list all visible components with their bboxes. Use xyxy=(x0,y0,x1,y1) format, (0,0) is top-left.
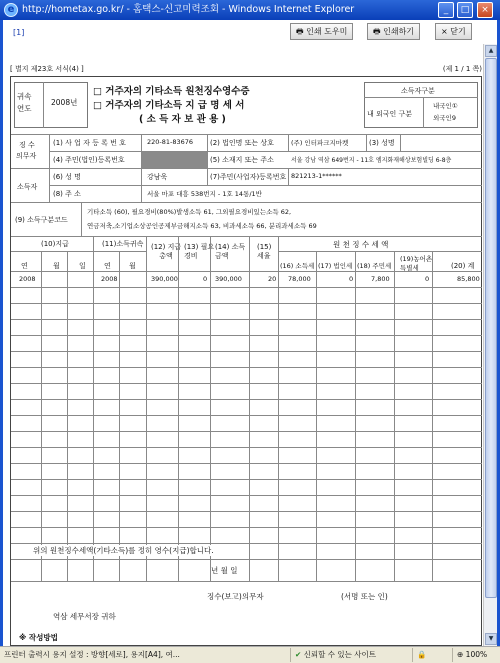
page-count: (제 1 / 1 쪽) xyxy=(442,65,482,73)
income-amount: 390,000 xyxy=(215,275,242,283)
close-window-button[interactable]: × xyxy=(477,2,493,18)
income-tax: 78,000 xyxy=(288,275,311,283)
resident-tax: 7,800 xyxy=(371,275,390,283)
printer-icon: 🖶 xyxy=(296,27,307,36)
zoom-level[interactable]: ⊕ 100% xyxy=(452,648,500,662)
earner-label: 소득자 xyxy=(17,183,38,191)
withholder-label-1: 징 수 xyxy=(19,141,35,149)
rep-name-label: (3) 성명 xyxy=(369,139,395,147)
header-pay-month: 월 xyxy=(53,262,60,270)
earner-address-value: 서울 마포 대흥 538번지 - 1호 14통/1반 xyxy=(147,190,262,198)
foreigner-value-2: 외국인9 xyxy=(433,114,456,122)
receipt-form xyxy=(10,76,482,646)
year-label-2: 연도 xyxy=(17,104,32,113)
printer-icon: 🖶 xyxy=(373,27,384,36)
print-button[interactable]: 🖶 인쇄하기 xyxy=(367,23,420,40)
header-resident-tax: (18) 주민세 xyxy=(357,262,392,270)
header-withholding-title: 원 천 징 수 세 액 xyxy=(333,240,389,249)
form-title-line3: ( 소 득 자 보 관 용 ) xyxy=(139,114,226,125)
year-label-1: 귀속 xyxy=(17,92,32,101)
footer-signature: (서명 또는 인) xyxy=(341,592,388,601)
pay-year: 2008 xyxy=(19,275,36,283)
address-value: 서울 강남 역삼 649번지 - 11호 엠지화재해상보험빌딩 6-8층 xyxy=(291,157,452,164)
protected-mode xyxy=(412,648,452,662)
scroll-down-arrow-icon[interactable]: ▼ xyxy=(485,633,497,645)
expenses: 0 xyxy=(203,275,208,283)
withholder-label-2: 의무자 xyxy=(16,152,37,160)
form-title-line2: □ 거주자의 기타소득 지 급 명 세 서 xyxy=(93,100,245,111)
year-value: 2008년 xyxy=(51,98,78,107)
scrollbar-thumb[interactable] xyxy=(485,58,497,598)
foreigner-label: 내 외국인 구분 xyxy=(367,110,413,118)
biz-no-label: (1) 사 업 자 등 록 번 호 xyxy=(53,139,126,147)
page-link[interactable]: [1] xyxy=(13,28,25,37)
corp-name-label: (2) 법인명 또는 상호 xyxy=(210,139,274,147)
scroll-up-arrow-icon[interactable]: ▲ xyxy=(485,45,497,57)
window-title-bar xyxy=(0,0,500,20)
header-pay-period: (10)지급 xyxy=(41,240,69,248)
header-inc-year: 연 xyxy=(104,262,111,270)
earner-name-label: (6) 성 명 xyxy=(53,173,81,181)
close-button[interactable]: × 닫기 xyxy=(435,23,472,40)
security-zone: ✔ 신뢰할 수 있는 사이트 xyxy=(290,648,410,662)
payment-amount: 390,000 xyxy=(151,275,178,283)
header-total: (20) 계 xyxy=(451,262,475,270)
minimize-button[interactable]: _ xyxy=(438,2,454,18)
income-code-line2: 연금저축,소기업소상공인공제부금해지소득 63, 비과세소득 66, 분리과세소득 69 xyxy=(87,222,317,230)
income-year: 2008 xyxy=(101,275,118,283)
header-inc-month: 월 xyxy=(129,262,136,270)
lock-icon: 🔒 xyxy=(417,650,427,659)
withholding-receipt-document xyxy=(10,64,482,646)
earner-reg-no-value: 821213-1****** xyxy=(291,172,342,180)
header-tax-rate: (15) 세율 xyxy=(257,243,272,260)
resident-type-label: 소득자구분 xyxy=(401,87,435,95)
corp-name-value: (주) 인터파크지마켓 xyxy=(291,139,349,147)
header-payment-amount: (12) 지급 총액 xyxy=(151,243,182,260)
header-corp-tax: (17) 법인세 xyxy=(318,262,353,270)
earner-reg-no-label: (7)주민(사업자)등록번호 xyxy=(210,173,287,181)
form-title-line1: □ 거주자의 기타소득 원천징수영수증 xyxy=(93,86,250,97)
address-label: (5) 소재지 또는 주소 xyxy=(210,156,274,164)
total-tax: 85,800 xyxy=(457,275,480,283)
tax-rate: 20 xyxy=(268,275,277,283)
status-bar xyxy=(0,646,500,663)
header-rural-tax: (19)농어촌 특별세 xyxy=(400,255,433,272)
header-expenses: (13) 필요 경비 xyxy=(184,243,215,260)
footer-method: ※ 작성방법 xyxy=(19,633,58,642)
header-pay-year: 연 xyxy=(21,262,28,270)
status-text: 프린터 출력시 용지 설정 : 방향[세로], 용지[A4], 여... xyxy=(4,650,180,659)
ie-logo-icon: e xyxy=(4,3,18,17)
foreigner-value-1: 내국인① xyxy=(433,102,458,110)
footer-date: 년 월 일 xyxy=(211,566,238,575)
masked-reg-no xyxy=(142,152,207,168)
print-toolbar xyxy=(3,20,497,44)
footer-to-office: 역삼 세무서장 귀하 xyxy=(53,612,116,621)
maximize-button[interactable]: □ xyxy=(457,2,473,18)
rural-tax: 0 xyxy=(425,275,430,283)
corp-tax: 0 xyxy=(349,275,354,283)
header-pay-day: 일 xyxy=(79,262,86,270)
window-title: http://hometax.go.kr/ - 홈택스-신고미력조회 - Windows Internet Explorer xyxy=(22,4,355,15)
header-income-tax: (16) 소득세 xyxy=(280,262,315,270)
income-code-line1: 기타소득 (60), 필요경비(80%)발생소득 61, 그외필요경비있는소득 62, xyxy=(87,208,292,216)
zoom-icon: ⊕ xyxy=(457,650,466,659)
header-income-amount: (14) 소득 금액 xyxy=(215,243,246,260)
withholder-reg-no-label: (4) 주민(법인)등록번호 xyxy=(53,156,125,164)
form-number: [ 별지 제23호 서식(4) ] xyxy=(10,65,84,73)
footer-statement: 위의 원천징수세액(기타소득)를 정히 영수(지급)합니다. xyxy=(33,546,214,555)
footer-agent: 징수(보고)의무자 xyxy=(207,592,264,601)
checkmark-icon: ✔ xyxy=(295,650,304,659)
print-help-button[interactable]: 🖶 인쇄 도우미 xyxy=(290,23,353,40)
income-code-label: (9) 소득구분코드 xyxy=(15,216,68,224)
biz-no-value: 220-81-83676 xyxy=(147,138,194,146)
earner-name-value: 강남욱 xyxy=(147,173,168,181)
vertical-scrollbar[interactable] xyxy=(483,44,497,646)
earner-address-label: (8) 주 소 xyxy=(53,190,81,198)
header-income-period: (11)소득귀속 xyxy=(102,240,144,248)
close-icon: × xyxy=(441,27,451,36)
